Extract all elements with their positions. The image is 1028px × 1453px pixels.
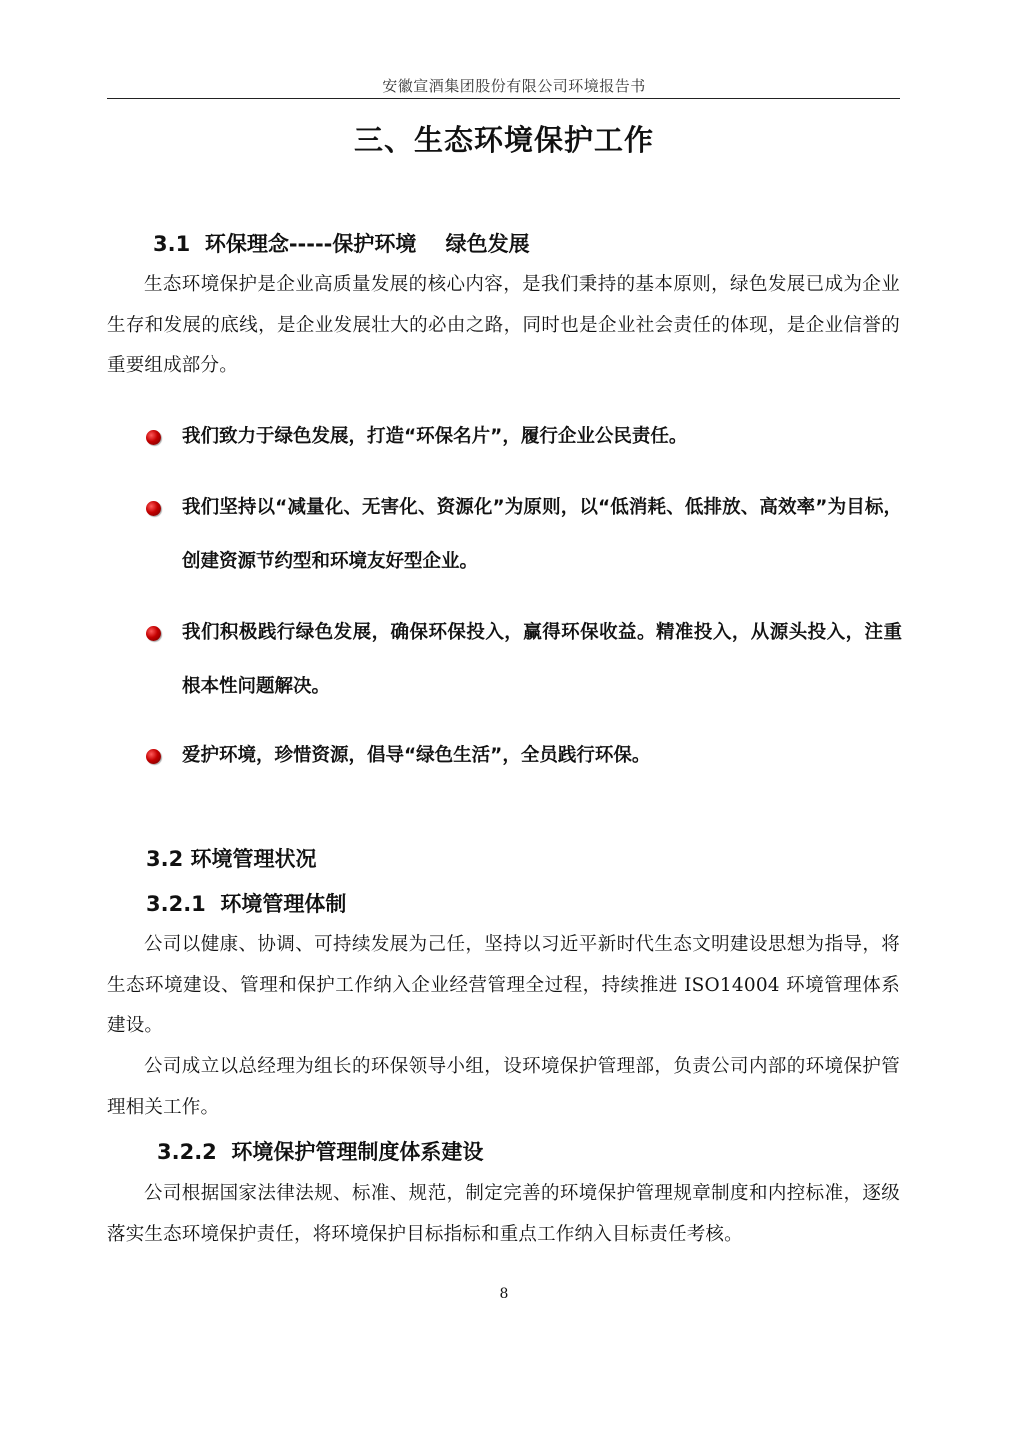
section-3-2-1-heading: 3.2.1 环境管理体制 [146,892,347,916]
chapter-title: 三、生态环境保护工作 [353,123,654,157]
section-3-1-paragraph: 生态环境保护是企业高质量发展的核心内容，是我们秉持的基本原则，绿色发展已成为企业生存和发展的底线，是企业发展壮大的必由之路，同时也是企业社会责任的体现，是企业信誉的重要组成部分。 [107,274,900,376]
red-sphere-bullet-icon [146,626,161,641]
section-3-2-1-paragraph: 公司以健康、协调、可持续发展为己任，坚持以习近平新时代生态文明建设思想为指导，将生态环境建设、管理和保护工作纳入企业经营管理全过程，持续推进 ISO14004 环境管理体系建设。 [107,934,900,1036]
bullet-text: 我们致力于绿色发展，打造“环保名片”，履行企业公民责任。 [182,426,688,447]
page-number: 8 [499,1286,509,1302]
bullet-text: 我们坚持以“减量化、无害化、资源化”为原则，以“低消耗、低排放、高效率”为目标，创建资源节约型和环境友好型企业。 [182,497,902,572]
bullet-text: 我们积极践行绿色发展，确保环保投入，赢得环保收益。精准投入，从源头投入，注重根本性问题解决。 [182,622,902,697]
section-3-2-2-paragraph: 公司根据国家法律法规、标准、规范，制定完善的环境保护管理规章制度和内控标准，逐级落实生态环境保护责任，将环境保护目标指标和重点工作纳入目标责任考核。 [107,1183,900,1245]
section-3-1-heading: 3.1 环保理念-----保护环境 绿色发展 [153,232,530,256]
red-sphere-bullet-icon [146,749,161,764]
section-3-2-heading: 3.2 环境管理状况 [146,847,317,871]
red-sphere-bullet-icon [146,430,161,445]
section-3-2-2-heading: 3.2.2 环境保护管理制度体系建设 [157,1140,484,1164]
running-header: 安徽宣酒集团股份有限公司环境报告书 [382,77,646,95]
section-3-2-1-paragraph: 公司成立以总经理为组长的环保领导小组，设环境保护管理部，负责公司内部的环境保护管理相关工作。 [107,1056,900,1118]
bullet-text: 爱护环境，珍惜资源，倡导“绿色生活”，全员践行环保。 [182,745,651,766]
header-rule [107,98,900,99]
red-sphere-bullet-icon [146,501,161,516]
